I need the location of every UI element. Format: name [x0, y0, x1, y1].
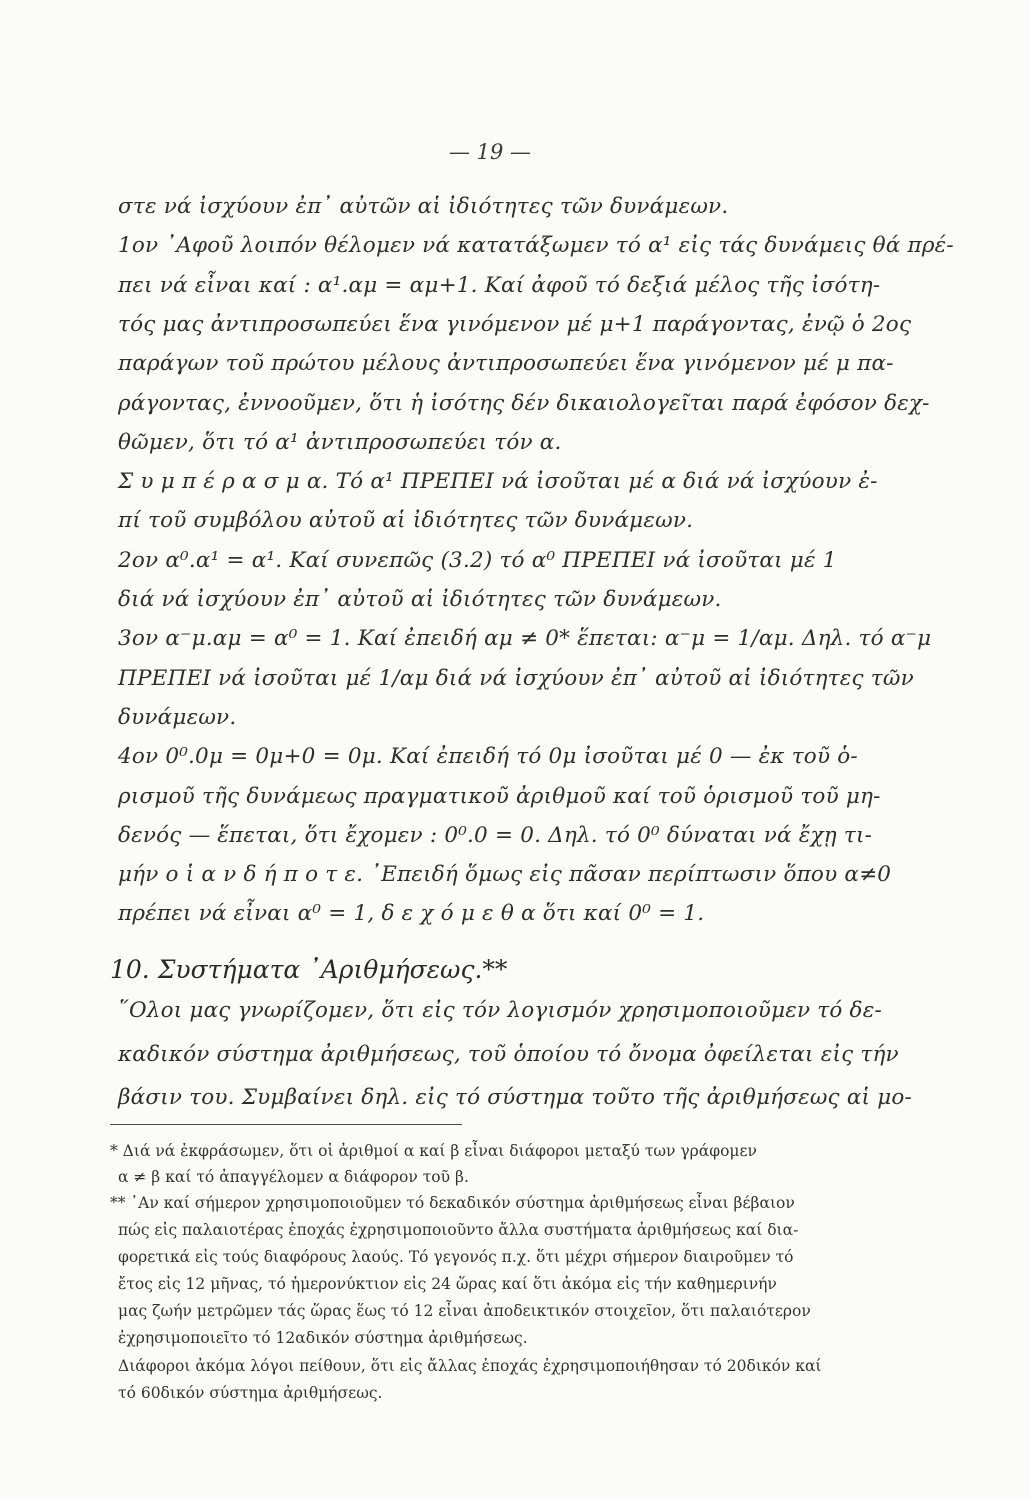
section-line: βάσιν του. Συμβαίνει δηλ. εἰς τό σύστημα τοῦτο τῆς ἀριθμήσεως αἱ μο- — [118, 1085, 912, 1110]
body-line: 2ον α⁰.α¹ = α¹. Καί συνεπῶς (3.2) τό α⁰ ΠΡΕΠΕΙ νά ἰσοῦται μέ 1 — [118, 548, 837, 573]
body-line: διά νά ἰσχύουν ἐπ᾽ αὐτοῦ αἱ ἰδιότητες τῶν δυνάμεων. — [118, 587, 722, 612]
footnote-line: μας ζωήν μετρῶμεν τάς ὥρας ἕως τό 12 εἶναι ἀποδεικτικόν στοιχεῖον, ὅτι παλαιότερον — [118, 1302, 811, 1320]
footnote-line: Διάφοροι ἀκόμα λόγοι πείθουν, ὅτι εἰς ἄλλας ἐποχάς ἐχρησιμοποιήθησαν τό 20δικόν καί — [118, 1357, 822, 1375]
body-line: ΠΡΕΠΕΙ νά ἰσοῦται μέ 1/αμ διά νά ἰσχύουν ἐπ᾽ αὐτοῦ αἱ ἰδιότητες τῶν — [118, 666, 914, 691]
section-heading: 10. Συστήματα ᾿Αριθμήσεως.** — [110, 955, 508, 984]
body-line: ρισμοῦ τῆς δυνάμεως πραγματικοῦ ἀριθμοῦ καί τοῦ ὁρισμοῦ τοῦ μη- — [118, 784, 881, 809]
footnote-line: ἐχρησιμοποιεῖτο τό 12αδικόν σύστημα ἀριθμήσεως. — [118, 1329, 528, 1347]
section-line: καδικόν σύστημα ἀριθμήσεως, τοῦ ὁποίου τό ὄνομα ὀφείλεται εἰς τήν — [118, 1042, 899, 1067]
body-line: στε νά ἰσχύουν ἐπ᾽ αὐτῶν αἱ ἰδιότητες τῶν δυνάμεων. — [118, 194, 729, 219]
body-line: τός μας ἀντιπροσωπεύει ἕνα γινόμενον μέ μ+1 παράγοντας, ἐνῷ ὁ 2ος — [118, 312, 912, 337]
body-line: 4ον 0⁰.0μ = 0μ+0 = 0μ. Καί ἐπειδή τό 0μ ἰσοῦται μέ 0 — ἐκ τοῦ ὁ- — [118, 744, 858, 769]
page-number: — 19 — — [448, 140, 532, 164]
footnote-line: ** ᾿Αν καί σήμερον χρησιμοποιοῦμεν τό δεκαδικόν σύστημα ἀριθμήσεως εἶναι βέβαιον — [110, 1194, 795, 1212]
section-line: ῞Ολοι μας γνωρίζομεν, ὅτι εἰς τόν λογισμόν χρησιμοποιοῦμεν τό δε- — [118, 998, 882, 1023]
body-line: πει νά εἶναι καί : α¹.αμ = αμ+1. Καί ἀφοῦ τό δεξιά μέλος τῆς ἰσότη- — [118, 273, 881, 298]
body-line: μήν ο ἱ α ν δ ή π ο τ ε. ᾿Επειδή ὅμως εἰς πᾶσαν περίπτωσιν ὅπου α≠0 — [118, 862, 892, 887]
body-line: δυνάμεων. — [118, 705, 237, 730]
footnote-line: τό 60δικόν σύστημα ἀριθμήσεως. — [118, 1384, 383, 1402]
footnote-line: * Διά νά ἐκφράσωμεν, ὅτι οἱ ἀριθμοί α καί β εἶναι διάφοροι μεταξύ των γράφομεν — [110, 1142, 757, 1160]
footnote-line: α ≠ β καί τό ἀπαγγέλομεν α διάφορον τοῦ β. — [118, 1168, 469, 1186]
body-line: πί τοῦ συμβόλου αὐτοῦ αἱ ἰδιότητες τῶν δυνάμεων. — [118, 508, 694, 533]
body-line: 1ον ᾿Αφοῦ λοιπόν θέλομεν νά κατατάξωμεν τό α¹ εἰς τάς δυνάμεις θά πρέ- — [118, 233, 954, 258]
body-line: πρέπει νά εἶναι α⁰ = 1, δ ε χ ό μ ε θ α ὅτι καί 0⁰ = 1. — [118, 901, 705, 926]
footnote-line: ἔτος εἰς 12 μῆνας, τό ἡμερονύκτιον εἰς 24 ὥρας καί ὅτι ἀκόμα εἰς τήν καθημερινήν — [118, 1275, 777, 1293]
footnote-divider — [110, 1124, 462, 1125]
body-line: 3ον α⁻μ.αμ = α⁰ = 1. Καί ἐπειδή αμ ≠ 0* ἕπεται: α⁻μ = 1/αμ. Δηλ. τό α⁻μ — [118, 626, 932, 651]
footnote-line: πώς εἰς παλαιοτέρας ἐποχάς ἐχρησιμοποιοῦντο ἄλλα συστήματα ἀριθμήσεως καί δια- — [118, 1221, 799, 1239]
conclusion-line: Σ υ μ π έ ρ α σ μ α. Τό α¹ ΠΡΕΠΕΙ νά ἰσοῦται μέ α διά νά ἰσχύουν ἐ- — [118, 469, 878, 494]
body-line: θῶμεν, ὅτι τό α¹ ἀντιπροσωπεύει τόν α. — [118, 430, 562, 455]
body-line: παράγων τοῦ πρώτου μέλους ἀντιπροσωπεύει ἕνα γινόμενον μέ μ πα- — [118, 351, 894, 376]
footnote-line: φορετικά εἰς τούς διαφόρους λαούς. Τό γεγονός π.χ. ὅτι μέχρι σήμερον διαιροῦμεν τό — [118, 1248, 794, 1266]
body-line: δενός — ἕπεται, ὅτι ἔχομεν : 0⁰.0 = 0. Δηλ. τό 0⁰ δύναται νά ἔχῃ τι- — [118, 823, 873, 848]
body-line: ράγοντας, ἐννοοῦμεν, ὅτι ἡ ἰσότης δέν δικαιολογεῖται παρά ἐφόσον δεχ- — [118, 391, 930, 416]
